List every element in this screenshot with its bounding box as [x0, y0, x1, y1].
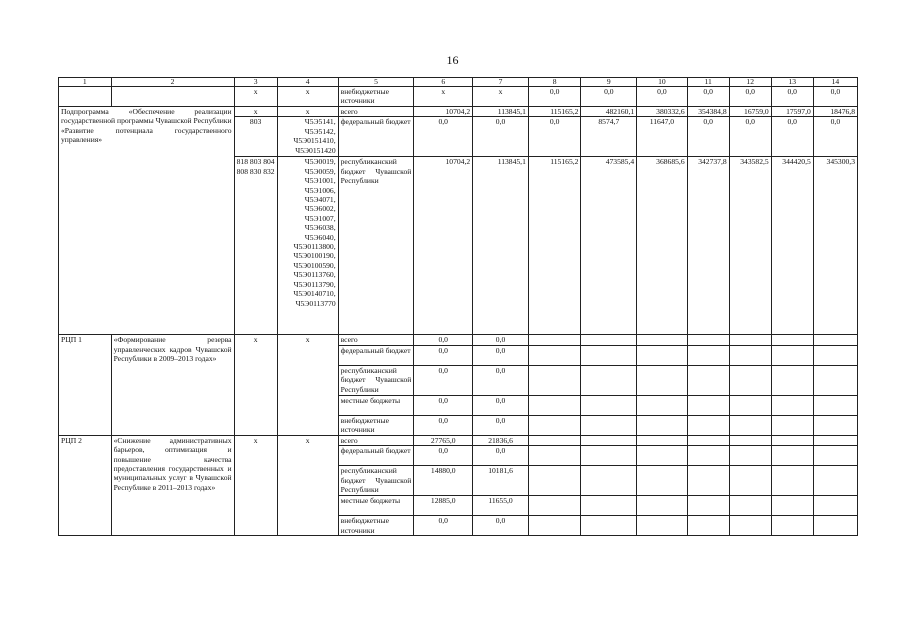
- value-cell: 0,0: [414, 335, 473, 345]
- column-header: 12: [729, 78, 771, 87]
- value-cell: 368685,6: [637, 157, 687, 335]
- value-cell: 0,0: [528, 117, 581, 157]
- empty-cell: [771, 446, 813, 466]
- empty-cell: [813, 335, 857, 345]
- table-cell: [111, 87, 234, 107]
- funding-source-cell: республиканский бюджет Чувашской Республики: [338, 365, 414, 395]
- empty-cell: [528, 446, 581, 466]
- value-cell: 0,0: [771, 87, 813, 107]
- empty-cell: [528, 516, 581, 536]
- value-cell: 0,0: [473, 365, 529, 395]
- column-header: 9: [581, 78, 637, 87]
- funding-source-cell: местные бюджеты: [338, 395, 414, 415]
- funding-source-cell: федеральный бюджет: [338, 117, 414, 157]
- column-header: 5: [338, 78, 414, 87]
- empty-cell: [729, 435, 771, 445]
- empty-cell: [637, 345, 687, 365]
- empty-cell: [581, 415, 637, 435]
- value-cell: 10704,2: [414, 157, 473, 335]
- empty-cell: [771, 496, 813, 516]
- empty-cell: [771, 335, 813, 345]
- empty-cell: [528, 496, 581, 516]
- program-code: РЦП 1: [59, 335, 112, 435]
- value-cell: 0,0: [473, 335, 529, 345]
- value-cell: 0,0: [414, 516, 473, 536]
- empty-cell: [687, 496, 729, 516]
- empty-cell: [813, 466, 857, 496]
- value-cell: 345300,3: [813, 157, 857, 335]
- value-cell: 0,0: [414, 117, 473, 157]
- empty-cell: [528, 365, 581, 395]
- budget-table: [58, 77, 858, 536]
- code-cell: Ч5Э5141, Ч5Э5142, Ч5Э0151410, Ч5Э0151420: [277, 117, 338, 157]
- value-cell: 0,0: [729, 117, 771, 157]
- value-cell: 380332,6: [637, 107, 687, 117]
- value-cell: 0,0: [414, 345, 473, 365]
- value-cell: 0,0: [473, 446, 529, 466]
- empty-cell: [637, 466, 687, 496]
- table-cell: x: [277, 87, 338, 107]
- value-cell: 27765,0: [414, 435, 473, 445]
- column-header: 4: [277, 78, 338, 87]
- column-header: 7: [473, 78, 529, 87]
- table-cell: x: [234, 87, 277, 107]
- code-cell: Ч5Э0019, Ч5Э0059, Ч5Э1001, Ч5Э1006, Ч5Э4071, Ч5Э6002, Ч5Э1007, Ч5Э6038, Ч5Э6040, Ч5Э0113800, Ч5Э0100190, Ч5Э0100590, Ч5Э0113760, Ч5Э0113790, Ч5Э0140710, Ч5Э0113770: [277, 157, 338, 335]
- empty-cell: [687, 446, 729, 466]
- value-cell: 113845,1: [473, 157, 529, 335]
- empty-cell: [581, 435, 637, 445]
- value-cell: 11647,0: [637, 117, 687, 157]
- empty-cell: [581, 496, 637, 516]
- empty-cell: [581, 365, 637, 395]
- value-cell: 18476,8: [813, 107, 857, 117]
- value-cell: 113845,1: [473, 107, 529, 117]
- empty-cell: [771, 415, 813, 435]
- empty-cell: [528, 345, 581, 365]
- value-cell: 115165,2: [528, 107, 581, 117]
- subprogram-name: Подпрограмма «Обеспечение реализации государственной программы Чувашской Республики «Развитие потенциала государственного управления»: [59, 107, 235, 335]
- table-cell: x: [234, 335, 277, 435]
- empty-cell: [729, 466, 771, 496]
- value-cell: 354384,8: [687, 107, 729, 117]
- empty-cell: [528, 415, 581, 435]
- empty-cell: [813, 365, 857, 395]
- value-cell: 12885,0: [414, 496, 473, 516]
- value-cell: 0,0: [473, 395, 529, 415]
- value-cell: 16759,0: [729, 107, 771, 117]
- empty-cell: [637, 365, 687, 395]
- value-cell: 0,0: [687, 117, 729, 157]
- column-header: 2: [111, 78, 234, 87]
- value-cell: 0,0: [473, 415, 529, 435]
- value-cell: 0,0: [414, 395, 473, 415]
- value-cell: 0,0: [473, 117, 529, 157]
- value-cell: 10181,6: [473, 466, 529, 496]
- empty-cell: [637, 435, 687, 445]
- value-cell: 0,0: [473, 345, 529, 365]
- empty-cell: [729, 496, 771, 516]
- funding-source-cell: местные бюджеты: [338, 496, 414, 516]
- program-code: РЦП 2: [59, 435, 112, 535]
- empty-cell: [687, 516, 729, 536]
- empty-cell: [637, 516, 687, 536]
- value-cell: 0,0: [414, 365, 473, 395]
- value-cell: x: [473, 87, 529, 107]
- empty-cell: [771, 466, 813, 496]
- table-row: [59, 87, 858, 107]
- value-cell: 10704,2: [414, 107, 473, 117]
- table-row: [59, 107, 858, 117]
- empty-cell: [528, 435, 581, 445]
- value-cell: 482160,1: [581, 107, 637, 117]
- empty-cell: [581, 395, 637, 415]
- funding-source-cell: внебюджетные источники: [338, 415, 414, 435]
- column-header: 1: [59, 78, 112, 87]
- empty-cell: [813, 415, 857, 435]
- empty-cell: [637, 496, 687, 516]
- empty-cell: [813, 345, 857, 365]
- value-cell: 17597,0: [771, 107, 813, 117]
- column-header: 3: [234, 78, 277, 87]
- agency-codes-cell: 818 803 804 808 830 832: [234, 157, 277, 335]
- empty-cell: [687, 466, 729, 496]
- funding-source-cell: всего: [338, 335, 414, 345]
- empty-cell: [687, 435, 729, 445]
- empty-cell: [729, 516, 771, 536]
- column-header: 14: [813, 78, 857, 87]
- empty-cell: [813, 435, 857, 445]
- table-row: [59, 335, 858, 345]
- empty-cell: [687, 395, 729, 415]
- value-cell: 0,0: [771, 117, 813, 157]
- empty-cell: [771, 516, 813, 536]
- empty-cell: [771, 365, 813, 395]
- value-cell: 0,0: [637, 87, 687, 107]
- value-cell: 11655,0: [473, 496, 529, 516]
- empty-cell: [687, 345, 729, 365]
- value-cell: 342737,8: [687, 157, 729, 335]
- empty-cell: [729, 415, 771, 435]
- table-cell: 803: [234, 117, 277, 157]
- page-number: 16: [446, 53, 459, 67]
- value-cell: 8574,7: [581, 117, 637, 157]
- empty-cell: [729, 335, 771, 345]
- empty-cell: [729, 446, 771, 466]
- empty-cell: [813, 496, 857, 516]
- value-cell: 0,0: [813, 117, 857, 157]
- empty-cell: [528, 395, 581, 415]
- value-cell: 0,0: [414, 446, 473, 466]
- empty-cell: [637, 415, 687, 435]
- empty-cell: [771, 345, 813, 365]
- table-cell: x: [234, 107, 277, 117]
- empty-cell: [528, 335, 581, 345]
- empty-cell: [687, 335, 729, 345]
- value-cell: 0,0: [687, 87, 729, 107]
- funding-source-cell: всего: [338, 435, 414, 445]
- value-cell: 343582,5: [729, 157, 771, 335]
- funding-source-cell: республиканский бюджет Чувашской Республики: [338, 157, 414, 335]
- empty-cell: [637, 335, 687, 345]
- column-header: 11: [687, 78, 729, 87]
- empty-cell: [687, 415, 729, 435]
- funding-source-cell: внебюджетные источники: [338, 87, 414, 107]
- empty-cell: [581, 516, 637, 536]
- empty-cell: [729, 365, 771, 395]
- value-cell: 473585,4: [581, 157, 637, 335]
- table-cell: [59, 87, 112, 107]
- column-number-row: [59, 78, 858, 87]
- value-cell: 21836,6: [473, 435, 529, 445]
- empty-cell: [813, 516, 857, 536]
- funding-source-cell: федеральный бюджет: [338, 345, 414, 365]
- empty-cell: [581, 335, 637, 345]
- value-cell: 115165,2: [528, 157, 581, 335]
- funding-source-cell: федеральный бюджет: [338, 446, 414, 466]
- empty-cell: [581, 466, 637, 496]
- value-cell: 0,0: [581, 87, 637, 107]
- program-name: «Снижение административных барьеров, оптимизация и повышение качества предоставления государственных и муниципальных услуг в Чувашской Республике в 2011–2013 годах»: [111, 435, 234, 535]
- value-cell: 0,0: [414, 415, 473, 435]
- table-cell: x: [277, 335, 338, 435]
- value-cell: 0,0: [473, 516, 529, 536]
- empty-cell: [729, 395, 771, 415]
- funding-source-cell: внебюджетные источники: [338, 516, 414, 536]
- value-cell: 0,0: [729, 87, 771, 107]
- table-cell: x: [277, 435, 338, 535]
- column-header: 6: [414, 78, 473, 87]
- empty-cell: [528, 466, 581, 496]
- column-header: 10: [637, 78, 687, 87]
- table-cell: x: [277, 107, 338, 117]
- empty-cell: [813, 395, 857, 415]
- empty-cell: [581, 446, 637, 466]
- column-header: 8: [528, 78, 581, 87]
- value-cell: 0,0: [528, 87, 581, 107]
- empty-cell: [771, 395, 813, 415]
- value-cell: 14880,0: [414, 466, 473, 496]
- column-header: 13: [771, 78, 813, 87]
- empty-cell: [637, 395, 687, 415]
- empty-cell: [813, 446, 857, 466]
- empty-cell: [729, 345, 771, 365]
- empty-cell: [687, 365, 729, 395]
- funding-source-cell: республиканский бюджет Чувашской Республики: [338, 466, 414, 496]
- value-cell: 344420,5: [771, 157, 813, 335]
- value-cell: x: [414, 87, 473, 107]
- funding-source-cell: всего: [338, 107, 414, 117]
- empty-cell: [637, 446, 687, 466]
- table-row: [59, 435, 858, 445]
- table-cell: x: [234, 435, 277, 535]
- empty-cell: [771, 435, 813, 445]
- program-name: «Формирование резерва управленческих кадров Чувашской Республики в 2009–2013 годах»: [111, 335, 234, 435]
- value-cell: 0,0: [813, 87, 857, 107]
- empty-cell: [581, 345, 637, 365]
